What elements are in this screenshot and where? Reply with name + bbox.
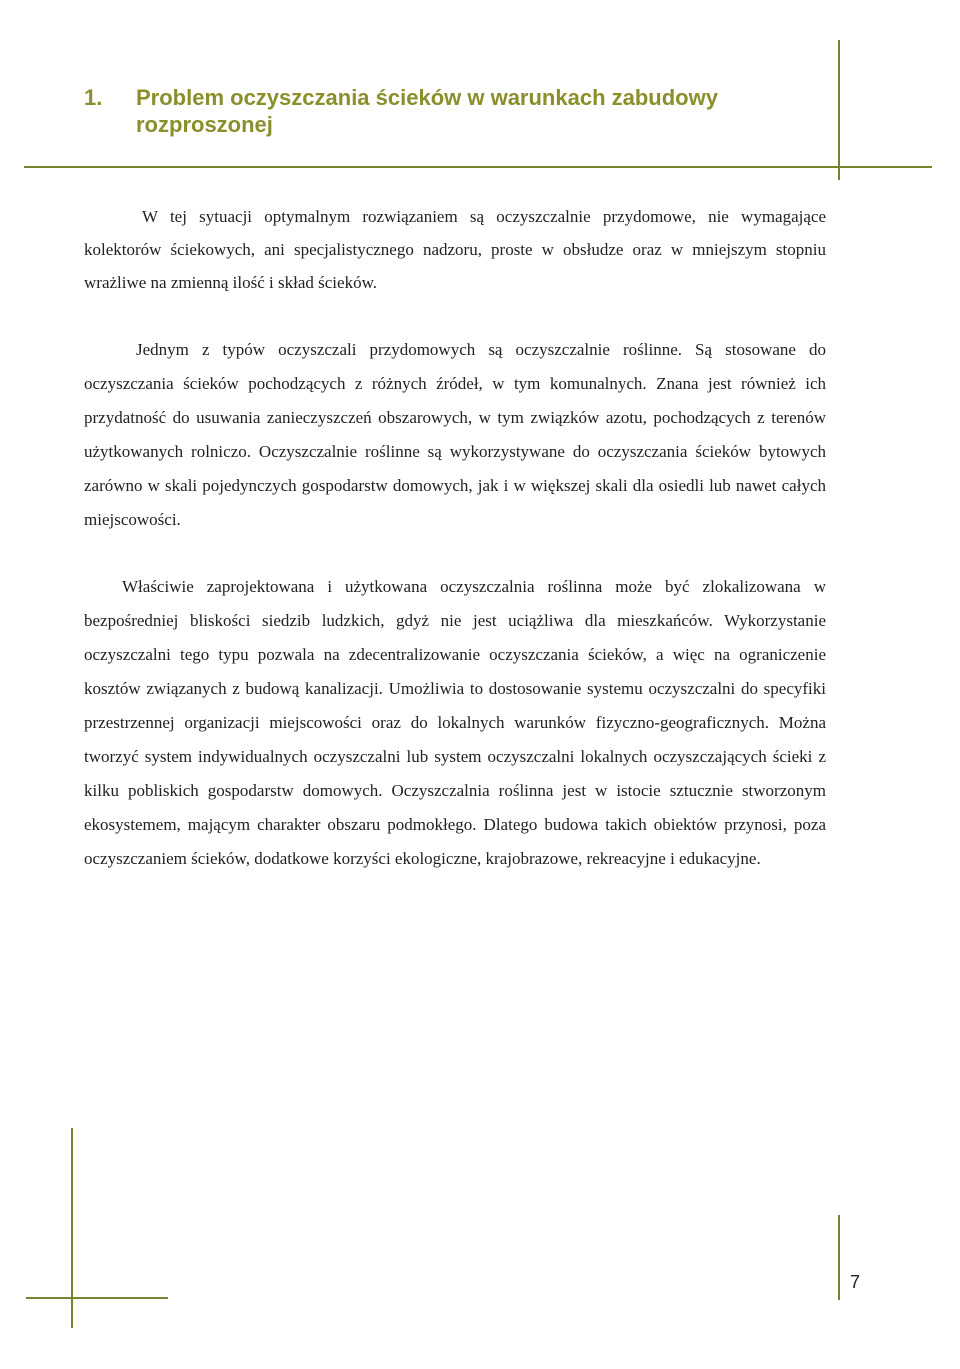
footer-rule-vertical-right (838, 1215, 840, 1300)
header-rule-horizontal (24, 166, 932, 168)
paragraph-2: Jednym z typów oczyszczali przydomowych są oczyszczalnie roślinne. Są stosowane do oczyszczania ścieków pochodzących z różnych źródeł, w tym komunalnych. Znana jest również ich przydatność do usuwania zanieczyszczeń obszarowych, w tym związków azotu, pochodzących z terenów użytkowanych rolniczo. Oczyszczalnie roślinne są wykorzystywane do oczyszczania ścieków bytowych zarówno w skali pojedynczych gospodarstw domowych, jak i w większej skali dla osiedli lub nawet całych miejscowości. (84, 340, 826, 529)
section-title: Problem oczyszczania ścieków w warunkach zabudowy rozproszonej (136, 85, 718, 137)
section-heading (84, 84, 804, 138)
paragraph-1: W tej sytuacji optymalnym rozwiązaniem są oczyszczalnie przydomowe, nie wymagające kolektorów ściekowych, ani specjalistycznego nadzoru, proste w obsłudze oraz w mniejszym stopniu wrażliwe na zmienną ilość i skład ścieków. (84, 207, 826, 292)
header-rule-vertical (838, 40, 840, 180)
footer-rule-horizontal-left (26, 1297, 168, 1299)
paragraph-3: Właściwie zaprojektowana i użytkowana oczyszczalnia roślinna może być zlokalizowana w bezpośredniej bliskości siedzib ludzkich, gdyż nie jest uciążliwa dla mieszkańców. Wykorzystanie oczyszczalni tego typu pozwala na zdecentralizowanie oczyszczania ścieków, a więc na ograniczenie kosztów związanych z budową kanalizacji. Umożliwia to dostosowanie systemu oczyszczalni do specyfiki przestrzennej organizacji miejscowości oraz do lokalnych warunków fizyczno-geograficznych. Można tworzyć system indywidualnych oczyszczalni lub system oczyszczalni lokalnych oczyszczających ścieki z kilku pobliskich gospodarstw domowych. Oczyszczalnia roślinna jest w istocie sztucznie stworzonym ekosystemem, mającym charakter obszaru podmokłego. Dlatego budowa takich obiektów przynosi, poza oczyszczaniem ścieków, dodatkowe korzyści ekologiczne, krajobrazowe, rekreacyjne i edukacyjne. (84, 577, 826, 868)
page-number: 7 (850, 1272, 861, 1292)
section-number: 1. (84, 85, 103, 110)
